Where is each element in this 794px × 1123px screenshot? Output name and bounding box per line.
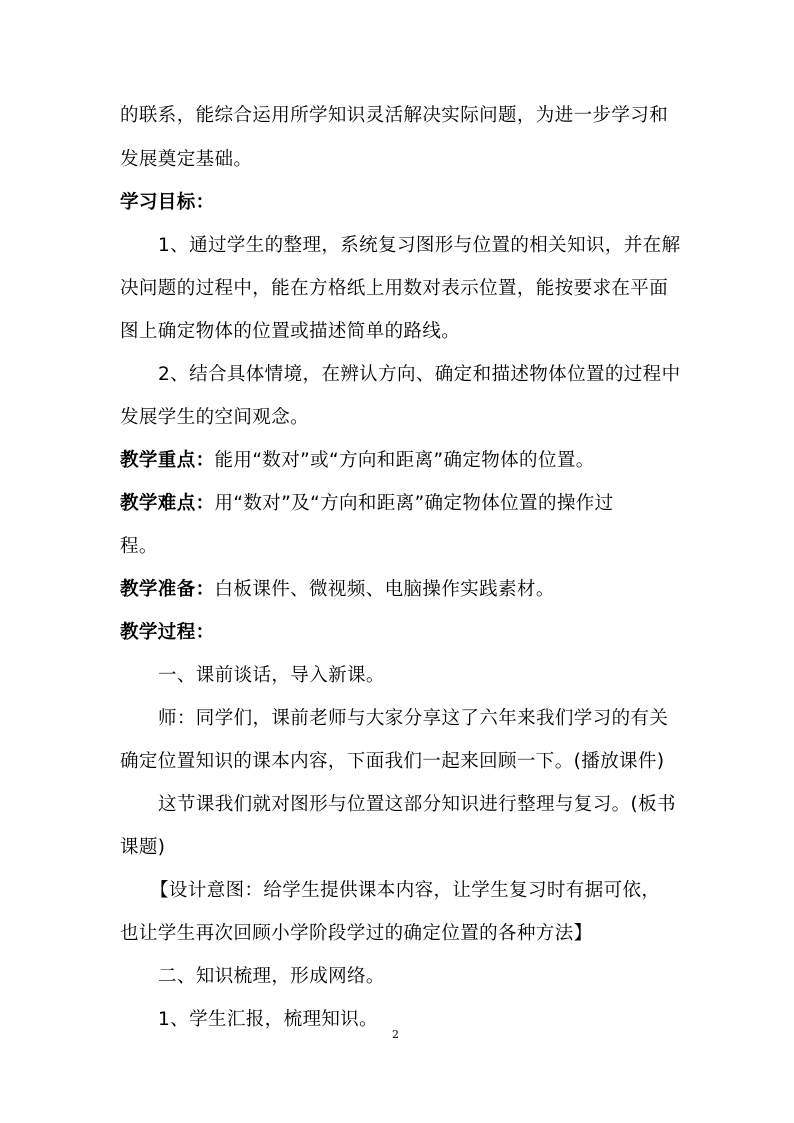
preparation-text: 白板课件、微视频、电脑操作实践素材。 xyxy=(214,579,555,600)
difficult-point-label: 教学难点： xyxy=(120,493,215,514)
key-point-label: 教学重点： xyxy=(120,450,215,471)
design-intent-line: 【设计意图：给学生提供课本内容，让学生复习时有据可依， xyxy=(150,880,661,901)
section-2-step-1: 1、学生汇报，梳理知识。 xyxy=(158,1009,379,1030)
paragraph-line: 发展奠定基础。 xyxy=(120,149,253,170)
objective-1-line: 决问题的过程中，能在方格纸上用数对表示位置，能按要求在平面 xyxy=(120,278,669,299)
section-2-title: 二、知识梳理，形成网络。 xyxy=(158,966,385,987)
learning-objectives-heading: 学习目标： xyxy=(120,192,215,213)
preparation-line xyxy=(120,578,555,602)
difficult-point-text: 用“数对”及“方向和距离”确定物体位置的操作过 xyxy=(214,493,614,514)
difficult-point-line xyxy=(120,492,614,516)
objective-2-line: 2、结合具体情境，在辨认方向、确定和描述物体位置的过程中 xyxy=(158,364,681,385)
summary-line: 这节课我们就对图形与位置这部分知识进行整理与复习。(板书 xyxy=(158,794,676,815)
preparation-label: 教学准备： xyxy=(120,579,215,600)
process-heading: 教学过程： xyxy=(120,622,215,643)
teacher-speech-line: 确定位置知识的课本内容，下面我们一起来回顾一下。(播放课件) xyxy=(120,751,665,772)
key-point-line xyxy=(120,449,595,473)
teacher-speech-line: 师：同学们，课前老师与大家分享这了六年来我们学习的有关 xyxy=(158,708,669,729)
objective-2-line: 发展学生的空间观念。 xyxy=(120,407,310,428)
objective-1-line: 1、通过学生的整理，系统复习图形与位置的相关知识，并在解 xyxy=(158,235,681,256)
page-number: 2 xyxy=(392,1028,399,1041)
paragraph-line: 的联系，能综合运用所学知识灵活解决实际问题，为进一步学习和 xyxy=(120,105,669,126)
objective-1-line: 图上确定物体的位置或描述简单的路线。 xyxy=(120,321,461,342)
design-intent-line: 也让学生再次回顾小学阶段学过的确定位置的各种方法】 xyxy=(120,923,593,944)
key-point-text: 能用“数对”或“方向和距离”确定物体的位置。 xyxy=(214,450,595,471)
section-1-title: 一、课前谈话，导入新课。 xyxy=(158,665,385,686)
difficult-point-continuation: 程。 xyxy=(120,536,158,557)
summary-line: 课题) xyxy=(120,837,166,858)
